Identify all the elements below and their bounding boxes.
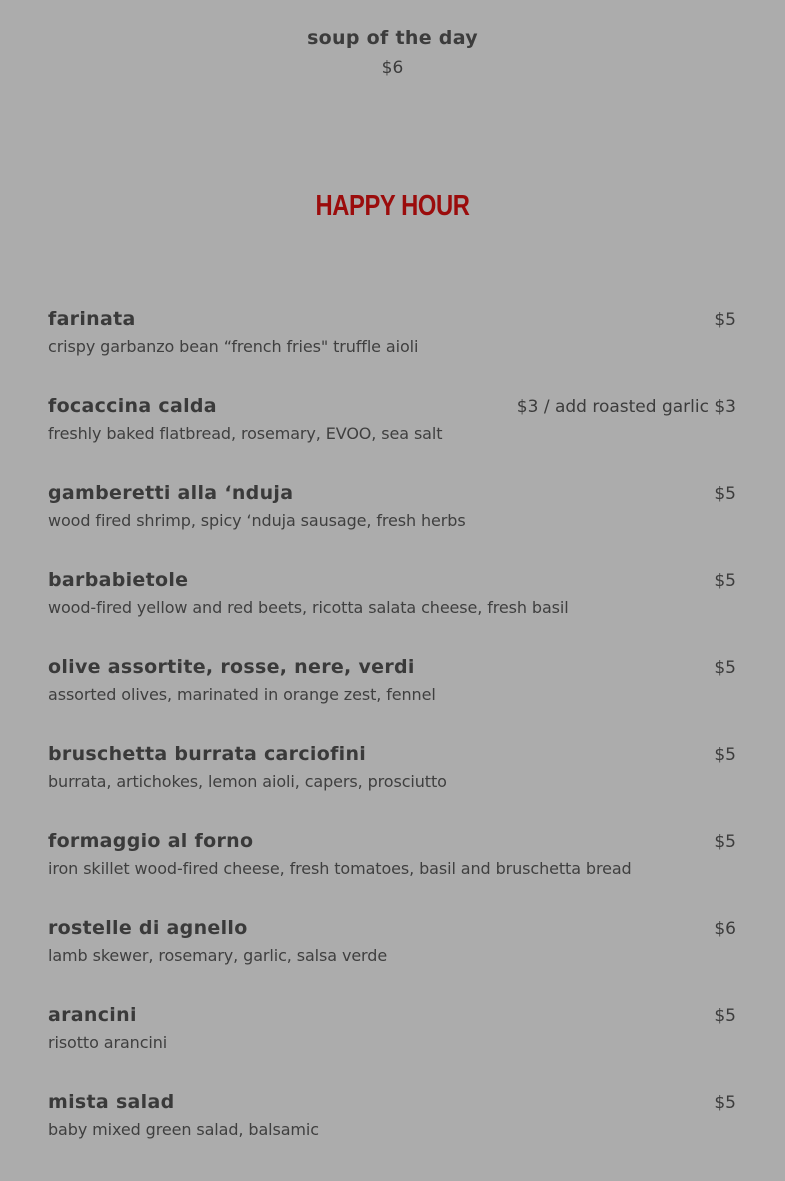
section-title: HAPPY HOUR (315, 190, 470, 222)
menu-item-price: $5 (714, 658, 736, 678)
menu-item-description: burrata, artichokes, lemon aioli, capers, prosciutto (48, 772, 447, 791)
soup-name: soup of the day (307, 27, 478, 49)
menu-item-name: barbabietole (48, 569, 189, 591)
menu-item-price: $5 (714, 571, 736, 591)
menu-item-description: wood fired shrimp, spicy ‘nduja sausage, fresh herbs (48, 511, 466, 530)
menu-item-price: $5 (714, 1006, 736, 1026)
menu-item-description: lamb skewer, rosemary, garlic, salsa verde (48, 946, 388, 965)
menu-item-name: gamberetti alla ‘nduja (48, 482, 294, 504)
menu-item-price: $5 (714, 832, 736, 852)
menu-item-price: $5 (714, 1093, 736, 1113)
menu-item-description: freshly baked flatbread, rosemary, EVOO, sea salt (48, 424, 443, 443)
menu-item (48, 914, 736, 1001)
menu-item-name: arancini (48, 1004, 137, 1026)
menu-item-description: crispy garbanzo bean “french fries" truffle aioli (48, 337, 419, 356)
menu-item (48, 1088, 736, 1175)
soup-of-the-day (0, 24, 785, 80)
menu-item-name: rostelle di agnello (48, 917, 248, 939)
menu-item (48, 392, 736, 479)
menu-item-description: baby mixed green salad, balsamic (48, 1120, 319, 1139)
menu-item-name: formaggio al forno (48, 830, 254, 852)
menu-item-name: mista salad (48, 1091, 175, 1113)
menu-item (48, 566, 736, 653)
menu-items-list (48, 305, 736, 1175)
menu-item-name: olive assortite, rosse, nere, verdi (48, 656, 415, 678)
menu-item-price: $5 (714, 484, 736, 504)
soup-price: $6 (381, 58, 404, 78)
menu-item (48, 827, 736, 914)
menu-item-price: $5 (714, 310, 736, 330)
menu-item (48, 653, 736, 740)
menu-item-name: farinata (48, 308, 136, 330)
menu-item (48, 305, 736, 392)
menu-item-name: focaccina calda (48, 395, 217, 417)
menu-item (48, 740, 736, 827)
menu-item-price: $6 (714, 919, 736, 939)
menu-item-description: wood-fired yellow and red beets, ricotta salata cheese, fresh basil (48, 598, 569, 617)
menu-item-price: $5 (714, 745, 736, 765)
menu-item-description: risotto arancini (48, 1033, 168, 1052)
menu-item (48, 479, 736, 566)
menu-item-name: bruschetta burrata carciofini (48, 743, 367, 765)
menu-item-description: assorted olives, marinated in orange zest, fennel (48, 685, 436, 704)
menu-item-price: $3 / add roasted garlic $3 (516, 397, 736, 417)
menu-item (48, 1001, 736, 1088)
menu-item-description: iron skillet wood-fired cheese, fresh tomatoes, basil and bruschetta bread (48, 859, 632, 878)
